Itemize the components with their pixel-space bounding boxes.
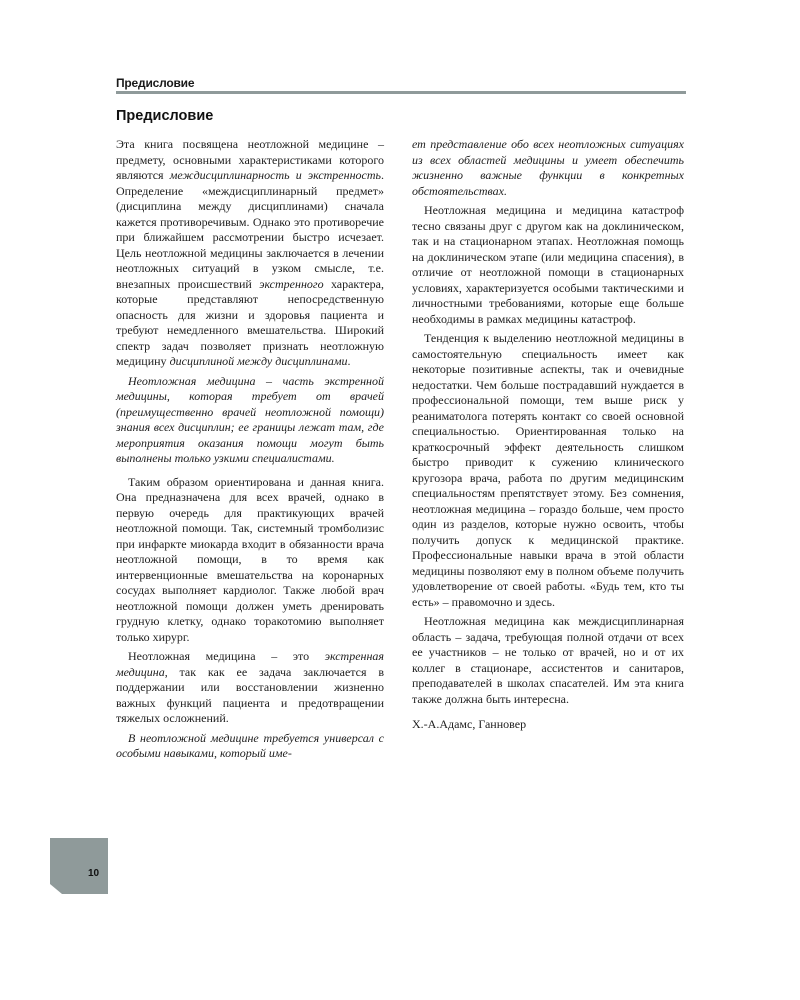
left-column <box>116 137 384 766</box>
paragraph: Неотложная медицина – это экстренная медицина, так как ее задача заключается в поддержании или восстановлении жизненно важных функций пациента и предотвращении тяжелых осложнений. <box>116 649 384 725</box>
author-signature: Х.-А.Адамс, Ганновер <box>412 717 527 731</box>
paragraph: Эта книга посвящена неотложной медицине – предмету, основными характеристиками которого являются междисциплинарность и экстренность. Определение «междисциплинарный предмет» (дисциплина между дисциплинами) сначала кажется противоречивым. Однако это противоречие при ближайшем рассмотрении быстро исчезает. Цель неотложной медицины заключается в лечении неотложных ситуаций в узком смысле, т.е. внезапных происшествий экстренного характера, которые представляют непосредственную опасность для жизни и здоровья пациента и требуют немедленного вмешательства. Широкий спектр задач позволяет признать неотложную медицину дисциплиной между дисциплинами. <box>116 137 384 368</box>
paragraph-italic: В неотложной медицине требуется универсал с особыми навыками, который име- <box>116 730 384 760</box>
page-title: Предисловие <box>116 108 214 124</box>
paragraph-italic: ет представление обо всех неотложных ситуациях из всех областей медицины и умеет обеспечить жизненно важные функции в конкретных обстоятельствах. <box>412 137 684 198</box>
paragraph-italic: Неотложная медицина – часть экстренной медицины, которая требует от врачей (преимущественно врачей неотложной помощи) знания всех дисциплин; ее границы лежат там, где мероприятия оказания помощи могут быть выполнены только узкими специалистами. <box>116 373 384 465</box>
paragraph: Тенденция к выделению неотложной медицины в самостоятельную специальность имеет как некоторые позитивные аспекты, так и очевидные недостатки. Чем больше пострадавший нуждается в профессиональной помощи, тем выше риск у реаниматолога потерять контакт со своей основной специальностью. Ориентированная только на краткосрочный эффект деятельность слишком быстро приводит к сужению клинического кругозора врача, работа по другим медицинским специальностям препятствует этому. Без сомнения, неотложная медицина – гораздо больше, чем просто один из разделов, которые нужно освоить, чтобы получить допуск к медицинской практике. Профессиональные навыки врача в этой области медицины позволяют ему в полном объеме получить удовлетворение от своей работы. «Будь тем, кто ты есть» – правомочно и здесь. <box>412 331 684 609</box>
header-rule <box>116 91 686 94</box>
right-column <box>412 137 684 737</box>
page-tab-shape <box>50 838 108 894</box>
running-head: Предисловие <box>116 76 195 90</box>
page-number: 10 <box>88 868 100 879</box>
paragraph: Неотложная медицина и медицина катастроф тесно связаны друг с другом как на доклиническом, так и на стационарном этапах. Неотложная помощь на доклиническом этапе (или медицина спасения), в отличие от неотложной помощи в стационарных условиях, характеризуется особыми тактическими и личностными требованиями, которые еще больше необходимы в рамках медицины катастроф. <box>412 203 684 326</box>
paragraph: Таким образом ориентирована и данная книга. Она предназначена для всех врачей, однако в первую очередь для практикующих врачей неотложной помощи. Так, системный тромболизис при инфаркте миокарда входит в обязанности врача неотложной помощи, в то время как интервенционные вмешательства на коронарных сосудах выполняет кардиолог. Также любой врач неотложной помощи должен уметь дренировать грудную клетку, однако торакотомию выполняет только хирург. <box>116 474 384 644</box>
page-tab <box>50 838 108 894</box>
paragraph: Неотложная медицина как междисциплинарная область – задача, требующая полной отдачи от всех ее участников – не только от врачей, но и от их коллег в стационаре, ассистентов и санитаров, преподавателей в школах спасателей. Им эта книга также должна быть интересна. <box>412 614 684 706</box>
